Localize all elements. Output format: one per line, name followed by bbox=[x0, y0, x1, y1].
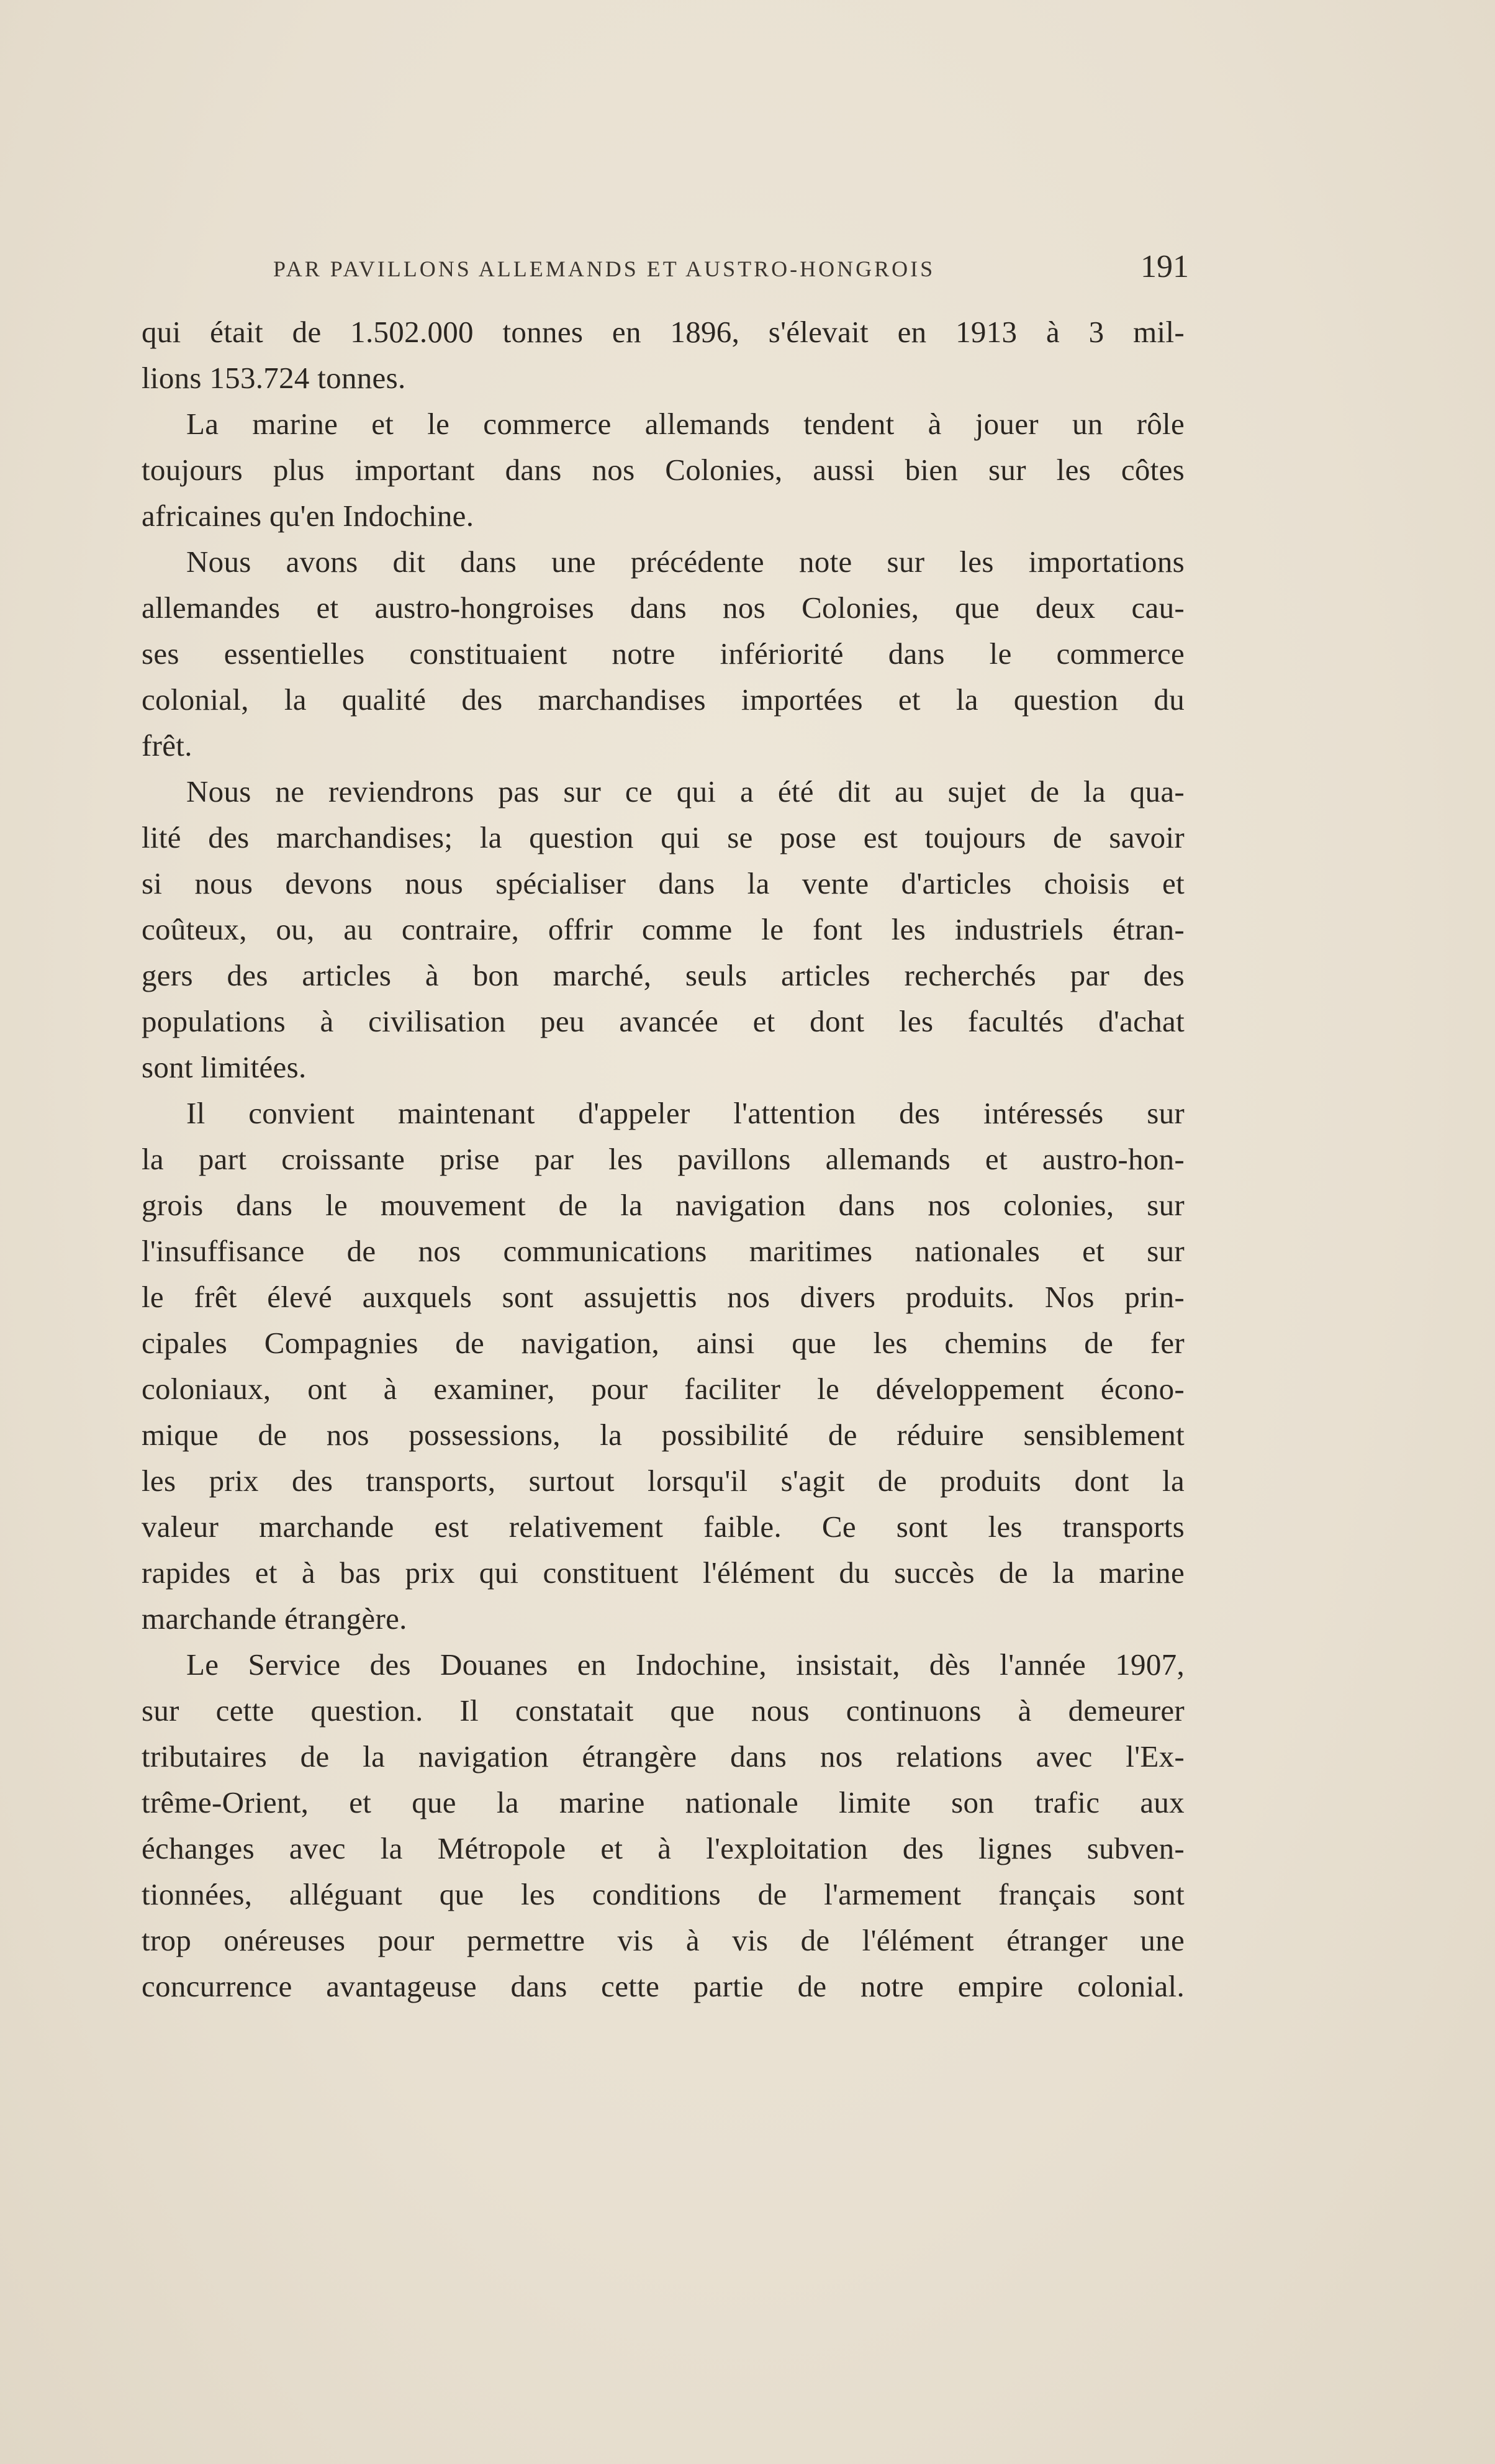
text-line: si nous devons nous spécialiser dans la vente d'articles choisis et bbox=[142, 866, 1185, 900]
text-line: coûteux, ou, au contraire, offrir comme le font les industriels étran- bbox=[142, 912, 1185, 946]
page-number: 191 bbox=[1140, 249, 1189, 284]
text-line: les prix des transports, surtout lorsqu'il s'agit de produits dont la bbox=[142, 1464, 1185, 1498]
text-line: lité des marchandises; la question qui se pose est toujours de savoir bbox=[142, 820, 1185, 854]
body-text bbox=[142, 309, 1185, 2009]
text-line: gers des articles à bon marché, seuls articles recherchés par des bbox=[142, 958, 1185, 992]
text-line: allemandes et austro-hongroises dans nos Colonies, que deux cau- bbox=[142, 591, 1185, 625]
text-line: tributaires de la navigation étrangère dans nos relations avec l'Ex- bbox=[142, 1739, 1185, 1773]
text-line: la part croissante prise par les pavillons allemands et austro-hon- bbox=[142, 1142, 1185, 1176]
text-line: toujours plus important dans nos Colonies, aussi bien sur les côtes bbox=[142, 453, 1185, 487]
text-line: Le Service des Douanes en Indochine, insistait, dès l'année 1907, bbox=[186, 1647, 1185, 1682]
text-line: cipales Compagnies de navigation, ainsi que les chemins de fer bbox=[142, 1326, 1185, 1360]
text-line: trême-Orient, et que la marine nationale limite son trafic aux bbox=[142, 1785, 1185, 1819]
text-line: tionnées, alléguant que les conditions de l'armement français sont bbox=[142, 1877, 1185, 1911]
text-line: Il convient maintenant d'appeler l'attention des intéressés sur bbox=[186, 1096, 1185, 1130]
text-line: l'insuffisance de nos communications maritimes nationales et sur bbox=[142, 1234, 1185, 1268]
text-line: valeur marchande est relativement faible. Ce sont les transports bbox=[142, 1510, 1185, 1544]
text-line: qui était de 1.502.000 tonnes en 1896, s'élevait en 1913 à 3 mil- bbox=[142, 315, 1185, 349]
text-line: La marine et le commerce allemands tendent à jouer un rôle bbox=[186, 407, 1185, 441]
running-title: PAR PAVILLONS ALLEMANDS ET AUSTRO-HONGROIS bbox=[273, 256, 936, 281]
text-line: marchande étrangère. bbox=[142, 1601, 407, 1636]
text-line: lions 153.724 tonnes. bbox=[142, 361, 406, 395]
running-header bbox=[273, 248, 1189, 292]
text-line: Nous ne reviendrons pas sur ce qui a été dit au sujet de la qua- bbox=[186, 774, 1185, 808]
text-line: rapides et à bas prix qui constituent l'élément du succès de la marine bbox=[142, 1556, 1185, 1590]
text-line: colonial, la qualité des marchandises importées et la question du bbox=[142, 682, 1185, 717]
text-line: trop onéreuses pour permettre vis à vis de l'élément étranger une bbox=[142, 1923, 1185, 1957]
text-line: grois dans le mouvement de la navigation dans nos colonies, sur bbox=[142, 1188, 1185, 1222]
text-line: échanges avec la Métropole et à l'exploitation des lignes subven- bbox=[142, 1831, 1185, 1865]
text-line: mique de nos possessions, la possibilité de réduire sensiblement bbox=[142, 1418, 1185, 1452]
text-line: le frêt élevé auxquels sont assujettis nos divers produits. Nos prin- bbox=[142, 1280, 1185, 1314]
text-line: Nous avons dit dans une précédente note sur les importations bbox=[186, 545, 1185, 579]
text-line: frêt. bbox=[142, 728, 192, 763]
text-line: concurrence avantageuse dans cette partie de notre empire colonial. bbox=[142, 1969, 1185, 2003]
text-line: sont limitées. bbox=[142, 1050, 307, 1084]
text-line: ses essentielles constituaient notre infériorité dans le commerce bbox=[142, 636, 1185, 671]
text-line: sur cette question. Il constatait que nous continuons à demeurer bbox=[142, 1693, 1185, 1728]
text-line: coloniaux, ont à examiner, pour faciliter le développement écono- bbox=[142, 1372, 1185, 1406]
text-line: africaines qu'en Indochine. bbox=[142, 499, 474, 533]
text-line: populations à civilisation peu avancée et dont les facultés d'achat bbox=[142, 1004, 1185, 1038]
